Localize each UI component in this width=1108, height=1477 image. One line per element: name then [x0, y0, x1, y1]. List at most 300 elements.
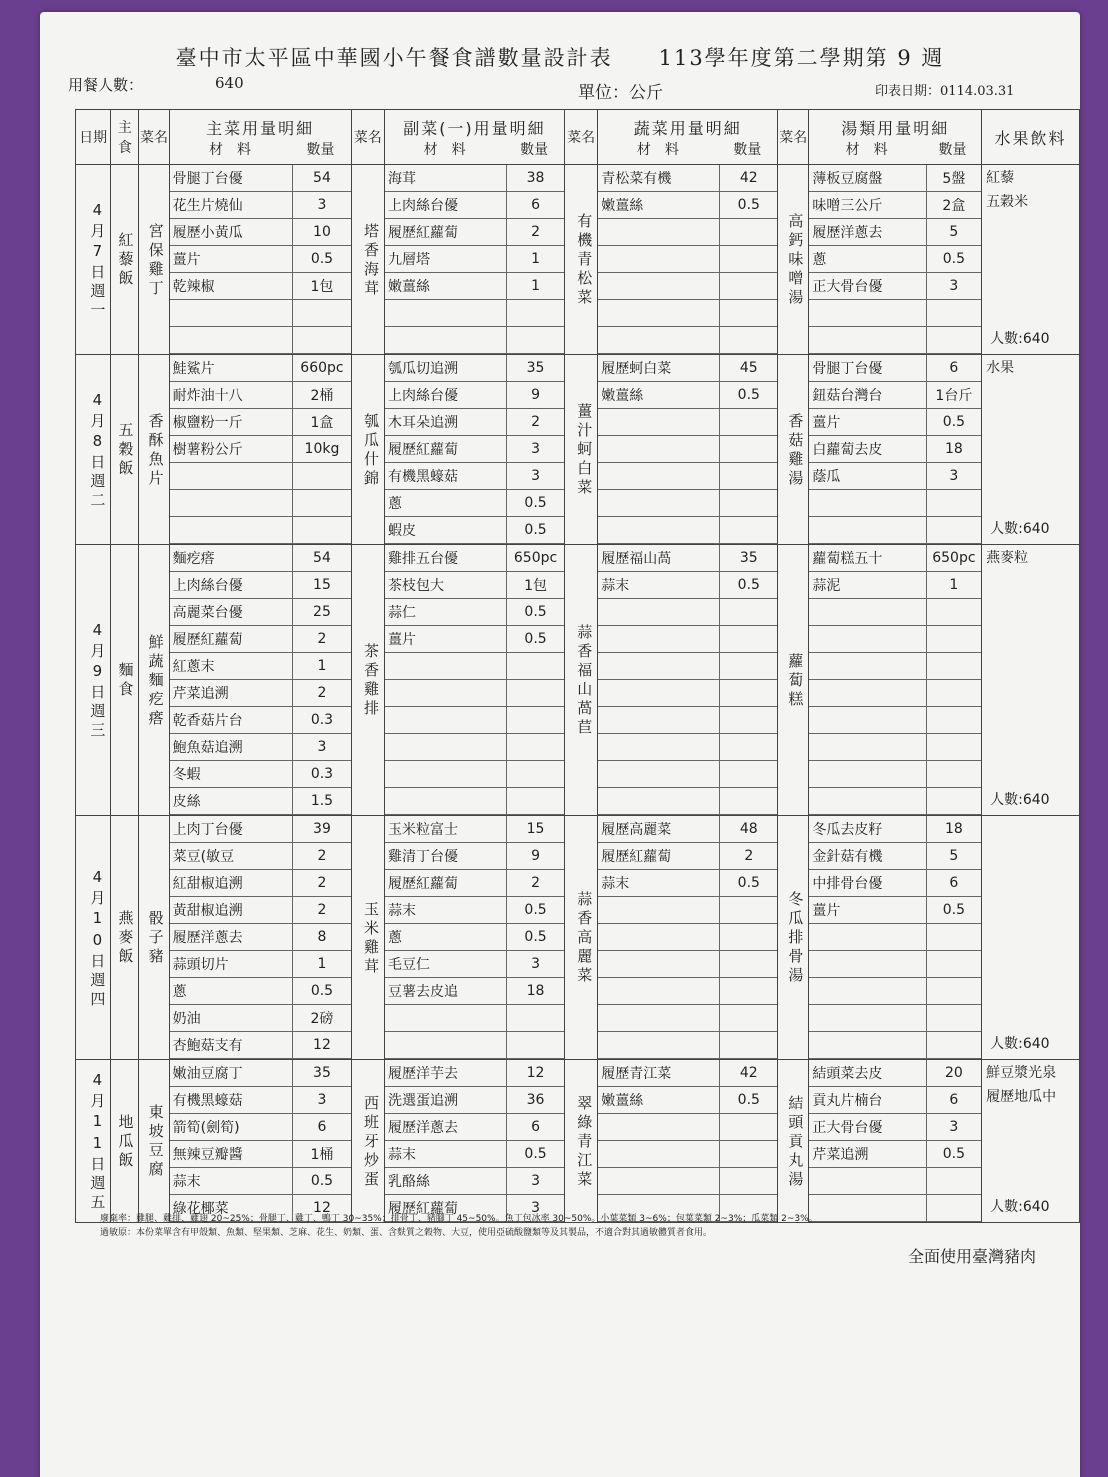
ingredient-qty: 0.5	[720, 572, 777, 599]
ingredient-name: 上肉絲台優	[170, 572, 293, 599]
ingredient-name	[598, 1005, 720, 1032]
ingredient-row	[598, 273, 777, 300]
ingredient-row	[170, 843, 351, 870]
ingredient-name: 蒜末	[385, 897, 507, 924]
ingredient-name: 九層塔	[385, 246, 507, 273]
ingredient-row	[170, 707, 351, 734]
ingredient-name: 蔥	[385, 924, 507, 951]
ingredient-qty: 1台斤	[926, 382, 981, 409]
ingredient-row	[598, 626, 777, 653]
ingredient-row	[809, 436, 981, 463]
ingredient-name: 青松菜有機	[598, 165, 720, 192]
ingredient-row	[170, 870, 351, 897]
ingredient-row	[170, 897, 351, 924]
ingredient-row	[385, 816, 564, 843]
ingredient-row	[809, 978, 981, 1005]
ingredient-row	[598, 978, 777, 1005]
ingredient-row	[809, 327, 981, 354]
soup-detail	[809, 545, 982, 816]
ingredient-name	[385, 653, 507, 680]
ingredient-qty	[720, 517, 777, 544]
header-soup: 湯類用量明細 材 料 數量	[809, 110, 982, 165]
ingredient-row	[598, 165, 777, 192]
ingredient-row	[170, 246, 351, 273]
ingredient-qty: 2	[293, 626, 351, 653]
ingredient-row	[385, 1060, 564, 1087]
ingredient-qty: 1包	[293, 273, 351, 300]
ingredient-name: 麵疙瘩	[170, 545, 293, 572]
ingredient-name	[809, 626, 926, 653]
ingredient-row	[385, 545, 564, 572]
ingredient-row	[385, 870, 564, 897]
ingredient-name: 履歷洋蔥去	[170, 924, 293, 951]
ingredient-name	[598, 680, 720, 707]
ingredient-row	[170, 327, 351, 354]
ingredient-qty: 0.5	[720, 192, 777, 219]
ingredient-row	[598, 788, 777, 815]
ingredient-qty: 2	[293, 843, 351, 870]
day-staple: 燕麥飯	[111, 816, 139, 1060]
soup-detail	[809, 816, 982, 1060]
ingredient-name: 蔥	[170, 978, 293, 1005]
ingredient-row	[170, 409, 351, 436]
ingredient-name	[809, 653, 926, 680]
ingredient-name: 履歷蚵白菜	[598, 355, 720, 382]
ingredient-row	[598, 734, 777, 761]
ingredient-row	[385, 382, 564, 409]
ingredient-name	[598, 327, 720, 354]
ingredient-row	[598, 219, 777, 246]
ingredient-qty	[720, 273, 777, 300]
ingredient-name	[809, 788, 926, 815]
ingredient-name: 有機黑蠔菇	[170, 1087, 293, 1114]
ingredient-qty: 38	[507, 165, 564, 192]
menu-table	[75, 109, 1080, 1223]
ingredient-row	[385, 165, 564, 192]
fruit-item: 五穀米	[986, 194, 1029, 210]
ingredient-row	[385, 300, 564, 327]
ingredient-row	[170, 1032, 351, 1059]
side-dish-name: 塔香海茸	[351, 165, 384, 355]
ingredient-name	[809, 707, 926, 734]
ingredient-name	[598, 1114, 720, 1141]
ingredient-name	[598, 1141, 720, 1168]
ingredient-row	[170, 788, 351, 815]
ingredient-row	[809, 897, 981, 924]
ingredient-row	[385, 1087, 564, 1114]
ingredient-qty	[720, 1114, 777, 1141]
ingredient-qty	[507, 300, 564, 327]
ingredient-name	[598, 273, 720, 300]
side-dish-name: 茶香雞排	[351, 545, 384, 816]
ingredient-name	[598, 951, 720, 978]
main-detail	[169, 1060, 351, 1223]
ingredient-name: 履歷洋芋去	[385, 1060, 507, 1087]
ingredient-name: 芹菜追溯	[809, 1141, 926, 1168]
ingredient-row	[809, 1005, 981, 1032]
day-staple: 紅藜飯	[111, 165, 139, 355]
ingredient-qty	[720, 1005, 777, 1032]
ingredient-name	[170, 517, 293, 544]
ingredient-name: 有機黑蠔菇	[385, 463, 507, 490]
fruit-cell	[982, 165, 1080, 355]
side-detail	[384, 1060, 564, 1223]
soup-dish-name: 香菇雞湯	[778, 355, 809, 545]
ingredient-row	[809, 924, 981, 951]
main-dish-name: 宮保雞丁	[139, 165, 169, 355]
ingredient-name: 結頭菜去皮	[809, 1060, 926, 1087]
ingredient-row	[170, 300, 351, 327]
ingredient-name: 茶枝包大	[385, 572, 507, 599]
ingredient-name	[385, 707, 507, 734]
ingredient-qty: 20	[926, 1060, 981, 1087]
ingredient-row	[170, 734, 351, 761]
ingredient-name: 海茸	[385, 165, 507, 192]
ingredient-qty: 1.5	[293, 788, 351, 815]
ingredient-name	[598, 300, 720, 327]
ingredient-qty	[720, 1032, 777, 1059]
ingredient-row	[598, 761, 777, 788]
ingredient-qty	[720, 599, 777, 626]
ingredient-name: 芹菜追溯	[170, 680, 293, 707]
ingredient-qty: 18	[507, 978, 564, 1005]
ingredient-name	[809, 951, 926, 978]
ingredient-name	[170, 300, 293, 327]
side-detail	[384, 816, 564, 1060]
main-dish-name: 東坡豆腐	[139, 1060, 169, 1223]
main-detail	[169, 355, 351, 545]
ingredient-row	[385, 680, 564, 707]
ingredient-name: 履歷福山萵	[598, 545, 720, 572]
ingredient-name: 骨腿丁台優	[170, 165, 293, 192]
ingredient-qty	[926, 517, 981, 544]
ingredient-name	[598, 978, 720, 1005]
ingredient-name: 履歷紅蘿蔔	[385, 1195, 507, 1222]
soup-detail	[809, 165, 982, 355]
diner-count: 人數:640	[990, 1199, 1050, 1215]
ingredient-qty: 1包	[507, 572, 564, 599]
ingredient-qty: 650pc	[507, 545, 564, 572]
fruit-item: 鮮豆漿光泉	[986, 1065, 1057, 1081]
ingredient-row	[385, 707, 564, 734]
ingredient-qty: 1盒	[293, 409, 351, 436]
ingredient-name	[385, 327, 507, 354]
ingredient-name	[809, 1032, 926, 1059]
ingredient-qty: 3	[507, 1168, 564, 1195]
ingredient-row	[598, 382, 777, 409]
ingredient-qty	[720, 680, 777, 707]
ingredient-qty	[507, 788, 564, 815]
ingredient-name: 上肉丁台優	[170, 816, 293, 843]
ingredient-qty: 0.5	[507, 599, 564, 626]
ingredient-name	[170, 327, 293, 354]
ingredient-row	[598, 1005, 777, 1032]
ingredient-qty: 39	[293, 816, 351, 843]
side-dish-name: 瓠瓜什錦	[351, 355, 384, 545]
ingredient-row	[385, 409, 564, 436]
soup-dish-name: 冬瓜排骨湯	[778, 816, 809, 1060]
ingredient-name	[598, 897, 720, 924]
ingredient-row	[809, 1032, 981, 1059]
ingredient-qty: 3	[926, 463, 981, 490]
diner-count: 人數:640	[990, 792, 1050, 808]
ingredient-row	[598, 1032, 777, 1059]
ingredient-row	[598, 490, 777, 517]
ingredient-name: 紅蔥末	[170, 653, 293, 680]
ingredient-row	[385, 626, 564, 653]
ingredient-row	[385, 219, 564, 246]
ingredient-name	[598, 788, 720, 815]
ingredient-qty	[720, 978, 777, 1005]
veg-dish-name: 有機青松菜	[564, 165, 597, 355]
ingredient-qty: 2	[507, 219, 564, 246]
ingredient-row	[170, 545, 351, 572]
header-veg-name: 菜名	[564, 110, 597, 165]
veg-dish-name: 翠綠青江菜	[564, 1060, 597, 1223]
ingredient-qty: 650pc	[926, 545, 981, 572]
ingredient-name: 薑片	[170, 246, 293, 273]
ingredient-qty: 45	[720, 355, 777, 382]
ingredient-name: 履歷紅蘿蔔	[598, 843, 720, 870]
ingredient-name: 白蘿蔔去皮	[809, 436, 926, 463]
ingredient-qty: 0.5	[507, 924, 564, 951]
ingredient-row	[809, 788, 981, 815]
ingredient-name: 無辣豆瓣醬	[170, 1141, 293, 1168]
ingredient-row	[385, 1032, 564, 1059]
ingredient-qty: 6	[293, 1114, 351, 1141]
ingredient-row	[598, 680, 777, 707]
ingredient-row	[170, 463, 351, 490]
ingredient-name: 嫩薑絲	[598, 1087, 720, 1114]
ingredient-row	[809, 273, 981, 300]
ingredient-name: 嫩薑絲	[598, 192, 720, 219]
ingredient-qty: 6	[507, 192, 564, 219]
ingredient-qty: 15	[293, 572, 351, 599]
ingredient-name	[598, 924, 720, 951]
ingredient-row	[385, 192, 564, 219]
fruit-cell	[982, 816, 1080, 1060]
ingredient-qty	[507, 1032, 564, 1059]
ingredient-row	[598, 517, 777, 544]
ingredient-name	[809, 300, 926, 327]
ingredient-row	[385, 951, 564, 978]
ingredient-name: 履歷紅蘿蔔	[170, 626, 293, 653]
ingredient-row	[170, 436, 351, 463]
ingredient-qty	[926, 978, 981, 1005]
ingredient-name	[385, 300, 507, 327]
veg-dish-name: 蒜香福山萵苣	[564, 545, 597, 816]
ingredient-row	[385, 1168, 564, 1195]
ingredient-name: 鮑魚菇追溯	[170, 734, 293, 761]
fruit-item: 水果	[986, 360, 1015, 376]
ingredient-row	[598, 924, 777, 951]
main-detail	[169, 165, 351, 355]
ingredient-qty: 35	[507, 355, 564, 382]
ingredient-qty: 35	[293, 1060, 351, 1087]
ingredient-row	[170, 382, 351, 409]
ingredient-row	[170, 1060, 351, 1087]
ingredient-qty	[720, 1141, 777, 1168]
ingredient-qty: 2	[293, 897, 351, 924]
ingredient-qty: 0.5	[926, 897, 981, 924]
ingredient-name: 正大骨台優	[809, 273, 926, 300]
veg-detail	[598, 165, 778, 355]
ingredient-row	[385, 273, 564, 300]
ingredient-qty: 48	[720, 816, 777, 843]
ingredient-name: 履歷小黃瓜	[170, 219, 293, 246]
ingredient-name: 蒜末	[385, 1141, 507, 1168]
ingredient-qty: 36	[507, 1087, 564, 1114]
ingredient-row	[385, 246, 564, 273]
ingredient-name: 玉米粒富士	[385, 816, 507, 843]
ingredient-name: 正大骨台優	[809, 1114, 926, 1141]
ingredient-row	[385, 327, 564, 354]
ingredient-name: 中排骨台優	[809, 870, 926, 897]
ingredient-qty: 6	[507, 1114, 564, 1141]
ingredient-row	[170, 951, 351, 978]
ingredient-qty: 42	[720, 165, 777, 192]
ingredient-name	[809, 1005, 926, 1032]
day-row	[76, 545, 1080, 816]
ingredient-qty: 5	[926, 219, 981, 246]
ingredient-qty: 12	[293, 1032, 351, 1059]
ingredient-name	[385, 788, 507, 815]
ingredient-qty	[507, 327, 564, 354]
ingredient-qty	[926, 327, 981, 354]
ingredient-name: 嫩油豆腐丁	[170, 1060, 293, 1087]
ingredient-name	[170, 463, 293, 490]
ingredient-qty	[926, 599, 981, 626]
ingredient-qty: 2磅	[293, 1005, 351, 1032]
ingredient-qty	[926, 1168, 981, 1195]
ingredient-row	[598, 436, 777, 463]
ingredient-qty: 3	[507, 1195, 564, 1222]
ingredient-name	[170, 490, 293, 517]
ingredient-row	[809, 1168, 981, 1195]
ingredient-name: 乳酪絲	[385, 1168, 507, 1195]
ingredient-row	[170, 1141, 351, 1168]
ingredient-name: 嫩薑絲	[385, 273, 507, 300]
ingredient-name	[598, 653, 720, 680]
unit-label: 單位：公斤	[578, 83, 663, 103]
day-staple: 地瓜飯	[111, 1060, 139, 1223]
ingredient-row	[170, 1005, 351, 1032]
ingredient-row	[809, 192, 981, 219]
ingredient-row	[598, 1087, 777, 1114]
ingredient-qty: 25	[293, 599, 351, 626]
allergen-note: 過敏原：本份菜單含有甲殼類、魚類、堅果類、芝麻、花生、奶類、蛋、含麩質之穀物、大豆，使用亞硫酸鹽類等及其製品，不適合對其過敏體質者食用。	[100, 1228, 713, 1238]
ingredient-row	[598, 1114, 777, 1141]
ingredient-name	[598, 1032, 720, 1059]
ingredient-name: 上肉絲台優	[385, 192, 507, 219]
day-row	[76, 165, 1080, 355]
ingredient-row	[170, 1168, 351, 1195]
ingredient-name: 蒜末	[598, 572, 720, 599]
ingredient-row	[598, 870, 777, 897]
ingredient-qty: 0.5	[926, 246, 981, 273]
ingredient-row	[385, 1005, 564, 1032]
pork-notice: 全面使用臺灣豬肉	[907, 1247, 1036, 1266]
ingredient-name	[809, 599, 926, 626]
main-dish-name: 鮮蔬麵疙瘩	[139, 545, 169, 816]
ingredient-name: 綠花椰菜	[170, 1195, 293, 1222]
ingredient-name: 金針菇有機	[809, 843, 926, 870]
ingredient-name	[598, 626, 720, 653]
header-side-name: 菜名	[351, 110, 384, 165]
ingredient-row	[809, 165, 981, 192]
ingredient-qty: 3	[926, 1114, 981, 1141]
ingredient-qty	[720, 951, 777, 978]
ingredient-row	[809, 1141, 981, 1168]
ingredient-name	[598, 734, 720, 761]
ingredient-qty: 2桶	[293, 382, 351, 409]
ingredient-name: 薑片	[385, 626, 507, 653]
ingredient-row	[385, 843, 564, 870]
ingredient-row	[809, 816, 981, 843]
ingredient-row	[385, 1141, 564, 1168]
ingredient-row	[170, 653, 351, 680]
ingredient-name: 菜豆(敏豆	[170, 843, 293, 870]
ingredient-name	[598, 1168, 720, 1195]
soup-detail	[809, 355, 982, 545]
ingredient-qty: 3	[507, 951, 564, 978]
ingredient-qty	[720, 1168, 777, 1195]
ingredient-qty	[926, 707, 981, 734]
ingredient-row	[598, 1168, 777, 1195]
ingredient-row	[170, 192, 351, 219]
side-detail	[384, 165, 564, 355]
ingredient-name	[598, 761, 720, 788]
veg-detail	[598, 1060, 778, 1223]
ingredient-qty: 3	[293, 192, 351, 219]
ingredient-qty	[293, 490, 351, 517]
ingredient-name: 蔥	[385, 490, 507, 517]
diners-label: 用餐人數：	[68, 76, 144, 94]
ingredient-qty	[926, 300, 981, 327]
ingredient-qty	[720, 788, 777, 815]
ingredient-qty: 54	[293, 165, 351, 192]
ingredient-qty: 18	[926, 436, 981, 463]
ingredient-row	[170, 490, 351, 517]
ingredient-qty	[720, 300, 777, 327]
ingredient-row	[809, 1114, 981, 1141]
ingredient-name	[598, 436, 720, 463]
ingredient-qty: 9	[507, 843, 564, 870]
ingredient-qty	[720, 626, 777, 653]
ingredient-row	[598, 300, 777, 327]
ingredient-qty: 10	[293, 219, 351, 246]
ingredient-name: 乾辣椒	[170, 273, 293, 300]
ingredient-row	[809, 599, 981, 626]
ingredient-row	[385, 761, 564, 788]
ingredient-row	[170, 517, 351, 544]
ingredient-name: 蔭瓜	[809, 463, 926, 490]
veg-detail	[598, 816, 778, 1060]
ingredient-row	[809, 951, 981, 978]
ingredient-row	[598, 355, 777, 382]
ingredient-qty: 6	[926, 870, 981, 897]
side-detail	[384, 355, 564, 545]
ingredient-row	[809, 1060, 981, 1087]
veg-dish-name: 蒜香高麗菜	[564, 816, 597, 1060]
ingredient-row	[598, 572, 777, 599]
ingredient-name: 黃甜椒追溯	[170, 897, 293, 924]
ingredient-row	[598, 653, 777, 680]
ingredient-qty: 0.5	[507, 517, 564, 544]
ingredient-qty	[720, 924, 777, 951]
ingredient-name: 高麗菜台優	[170, 599, 293, 626]
ingredient-qty: 2盒	[926, 192, 981, 219]
